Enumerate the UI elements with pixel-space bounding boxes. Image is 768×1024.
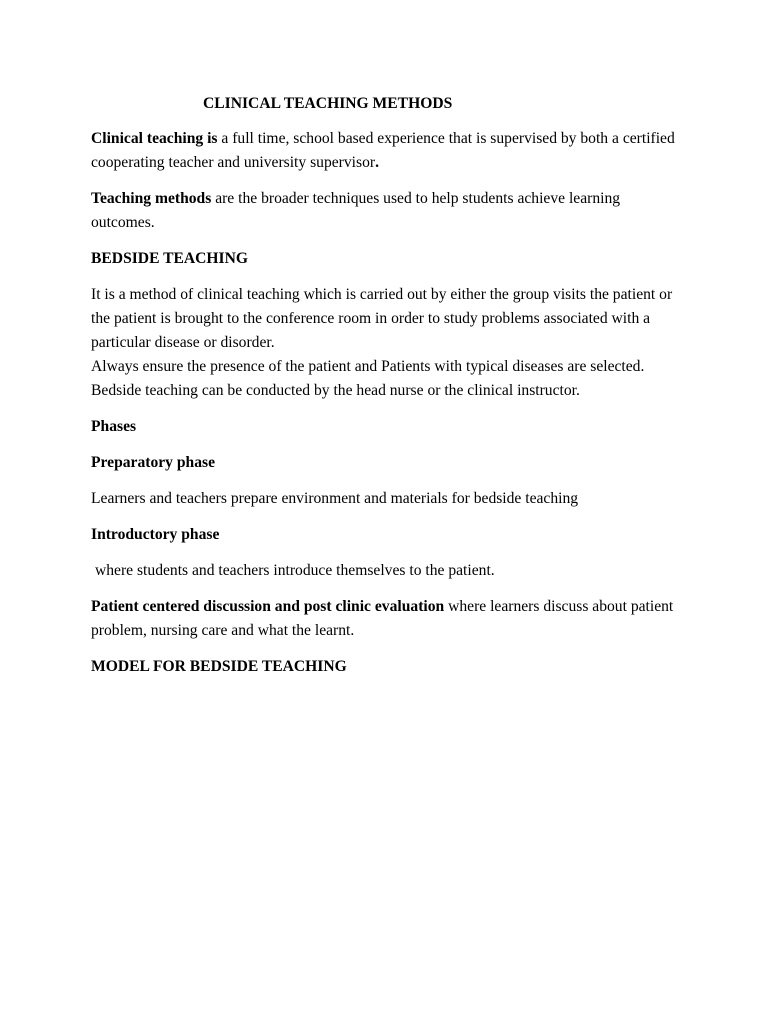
paragraph-bedside-description: It is a method of clinical teaching which is carried out by either the group visits the patient or the patient is brought to the conference room in order to study problems associated with a particular disease or disorder. xyxy=(91,286,673,351)
heading-model-bedside-teaching: MODEL FOR BEDSIDE TEACHING xyxy=(91,658,347,675)
heading-bedside-teaching: BEDSIDE TEACHING xyxy=(91,250,248,267)
heading-preparatory-phase: Preparatory phase xyxy=(91,454,216,471)
paragraph-discussion-evaluation xyxy=(91,595,681,643)
paragraph-preparatory-phase: Learners and teachers prepare environment and materials for bedside teaching xyxy=(91,490,579,507)
term-clinical-teaching: Clinical teaching is xyxy=(91,130,218,147)
paragraph-clinical-teaching xyxy=(91,127,681,175)
definition-clinical-teaching: a full time, school based experience that is supervised by both a certified cooperating teacher and university supervisor xyxy=(91,130,675,171)
paragraph-introductory-phase: where students and teachers introduce themselves to the patient. xyxy=(95,562,495,579)
period-bold: . xyxy=(375,154,379,171)
definition-teaching-methods: are the broader techniques used to help students achieve learning outcomes. xyxy=(91,190,621,231)
heading-phases: Phases xyxy=(91,418,137,435)
term-discussion-evaluation: Patient centered discussion and post clinic evaluation xyxy=(91,598,445,615)
paragraph-bedside-ensure: Always ensure the presence of the patient and Patients with typical diseases are selected. Bedside teaching can be conducted by the head nurse or the clinical instructor. xyxy=(91,358,645,399)
heading-introductory-phase: Introductory phase xyxy=(91,526,220,543)
page-title: CLINICAL TEACHING METHODS xyxy=(203,95,453,112)
term-teaching-methods: Teaching methods xyxy=(91,190,212,207)
definition-discussion-evaluation: where learners discuss about patient problem, nursing care and what the learnt. xyxy=(91,598,674,639)
document-body xyxy=(91,94,681,691)
paragraph-teaching-methods xyxy=(91,187,681,235)
